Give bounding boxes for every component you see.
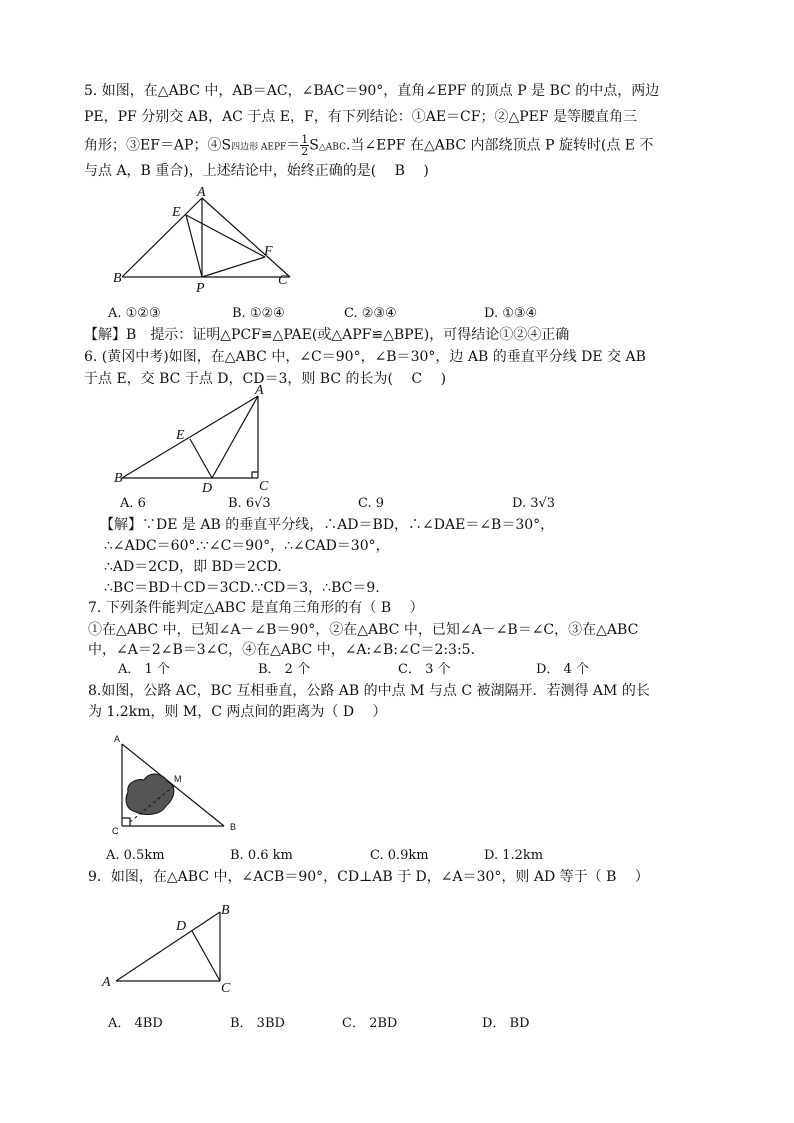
q6-text-line-1: 6. (黄冈中考)如图，在△ABC 中，∠C＝90°，∠B＝30°，边 AB 的垂直平分线 DE 交 AB bbox=[84, 349, 646, 365]
q6-triangle-figure bbox=[112, 383, 272, 496]
label-b: B bbox=[221, 903, 230, 918]
q7-text-line-2: ①在△ABC 中，已知∠A－∠B＝90°，②在△ABC 中，已知∠A－∠B＝∠C，③在△ABC bbox=[88, 622, 639, 638]
label-c: C bbox=[278, 273, 288, 288]
q7-option-b: B． 2 个 bbox=[258, 662, 311, 677]
q9-option-a: A． 4BD bbox=[108, 1016, 163, 1031]
q8-option-c: C. 0.9km bbox=[370, 848, 429, 863]
q6-text-line-2: 于点 E，交 BC 于点 D，CD＝3，则 BC 的长为( C ) bbox=[84, 371, 447, 387]
q5-text-line-1: 5. 如图，在△ABC 中，AB＝AC，∠BAC＝90°，直角∠EPF 的顶点 P 是 BC 的中点，两边 bbox=[84, 83, 660, 99]
label-a: A bbox=[114, 734, 121, 744]
q6-solution-line-3: ∴AD＝2CD，即 BD＝2CD. bbox=[104, 559, 282, 575]
q5-option-a: A. ①②③ bbox=[108, 306, 161, 321]
label-b: B bbox=[230, 822, 237, 832]
q8-text-line-1: 8.如图，公路 AC，BC 互相垂直，公路 AB 的中点 M 与点 C 被湖隔开．若测得 AM 的长 bbox=[88, 683, 650, 699]
label-e: E bbox=[172, 205, 181, 220]
label-d: D bbox=[202, 481, 213, 496]
q5-option-d: D. ①③④ bbox=[484, 306, 538, 321]
label-c: C bbox=[112, 826, 119, 836]
q9-triangle-figure bbox=[94, 900, 244, 996]
q8-road-lake-figure bbox=[108, 730, 248, 836]
q6-option-c: C. 9 bbox=[358, 496, 385, 511]
q8-option-b: B. 0.6 km bbox=[230, 848, 293, 863]
label-e: E bbox=[176, 428, 185, 443]
q6-solution-line-1: 【解】∵DE 是 AB 的垂直平分线，∴AD＝BD，∴∠DAE＝∠B＝30°， bbox=[100, 517, 555, 533]
label-b: B bbox=[113, 271, 122, 286]
q9-option-d: D． BD bbox=[482, 1016, 530, 1031]
label-b: B bbox=[114, 471, 123, 486]
q5-text-line-3: 角形；③EF＝AP；④S四边形 AEPF＝ $\frac{1}{2}$ S△ABC.当∠EPF 在△ABC 内部绕顶点 P 旋转时(点 E 不 bbox=[84, 133, 654, 158]
q7-text-line-1: 7. 下列条件能判定△ABC 是直角三角形的有（ B ） bbox=[88, 600, 424, 616]
q8-option-a: A. 0.5km bbox=[106, 848, 165, 863]
q7-option-c: C． 3 个 bbox=[398, 662, 451, 677]
q6-solution-line-2: ∴∠ADC＝60°.∵∠C＝90°，∴∠CAD＝30°， bbox=[104, 538, 390, 554]
label-c: C bbox=[259, 479, 269, 494]
label-a: A bbox=[102, 975, 111, 990]
label-c: C bbox=[221, 981, 231, 996]
q5-option-c: C. ②③④ bbox=[344, 306, 397, 321]
q5-text-line-2: PE，PF 分别交 AB，AC 于点 E，F，有下列结论：①AE＝CF；②△PEF 是等腰直角三 bbox=[84, 109, 638, 125]
q8-text-line-2: 为 1.2km，则 M，C 两点间的距离为（ D ） bbox=[88, 704, 387, 720]
q7-option-d: D． 4 个 bbox=[536, 662, 589, 677]
label-m: M bbox=[174, 774, 182, 784]
label-a: A bbox=[255, 383, 264, 398]
q6-option-d: D. 3√3 bbox=[512, 496, 556, 511]
lake-shape bbox=[126, 774, 174, 814]
q6-solution-line-4: ∴BC＝BD＋CD＝3CD.∵CD＝3，∴BC＝9. bbox=[104, 580, 380, 596]
q9-text-line-1: 9．如图，在△ABC 中，∠ACB＝90°，CD⊥AB 于 D，∠A＝30°，则 AD 等于（ B ） bbox=[88, 869, 649, 885]
q5-text-line-4: 与点 A，B 重合)，上述结论中，始终正确的是( B ) bbox=[84, 163, 429, 179]
q9-option-c: C． 2BD bbox=[342, 1016, 398, 1031]
q8-option-d: D. 1.2km bbox=[484, 848, 544, 863]
one-half-fraction: $\frac{1}{2}$ bbox=[301, 133, 309, 158]
q5-solution: 【解】B 提示：证明△PCF≌△PAE(或△APF≌△BPE)，可得结论①②④正确 bbox=[84, 327, 570, 343]
label-a: A bbox=[197, 185, 206, 200]
label-d: D bbox=[176, 919, 187, 934]
q9-option-b: B． 3BD bbox=[230, 1016, 285, 1031]
q6-option-b: B. 6√3 bbox=[228, 496, 271, 511]
label-f: F bbox=[264, 244, 273, 259]
q6-option-a: A. 6 bbox=[120, 496, 146, 511]
q7-text-line-3: 中，∠A＝2∠B＝3∠C，④在△ABC 中，∠A:∠B:∠C＝2:3:5. bbox=[88, 642, 476, 658]
q5-option-b: B. ①②④ bbox=[232, 306, 285, 321]
label-p: P bbox=[196, 281, 205, 296]
q5-triangle-figure bbox=[110, 185, 300, 298]
q7-option-a: A． 1 个 bbox=[118, 662, 170, 677]
